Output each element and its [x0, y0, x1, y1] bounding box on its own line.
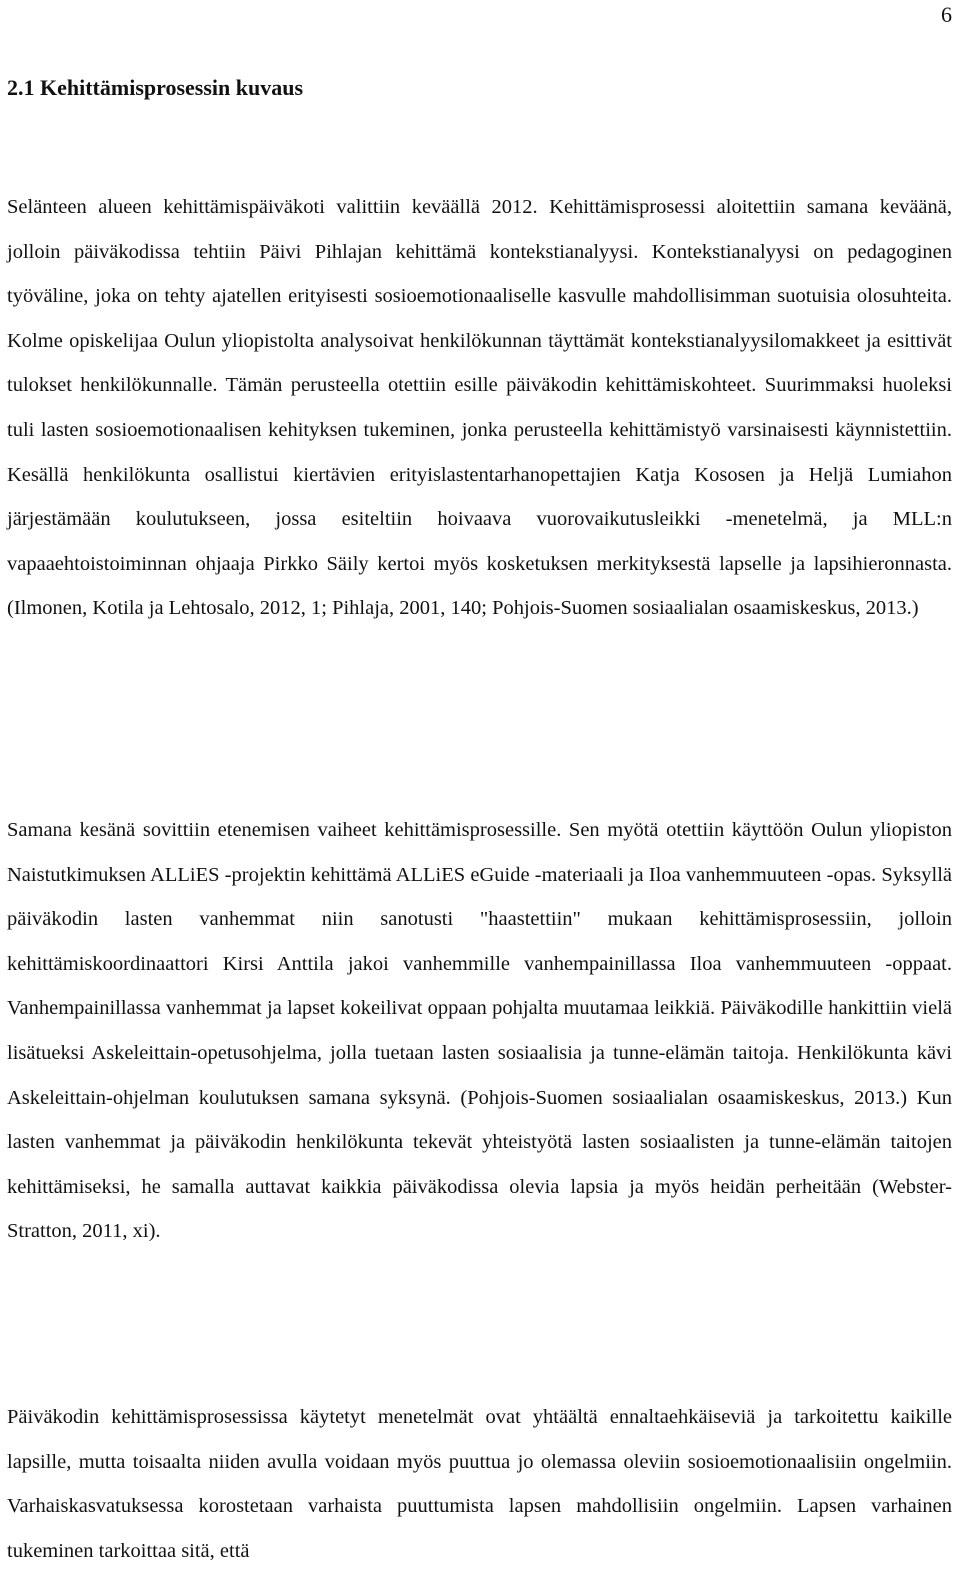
paragraph-text: Samana kesänä sovittiin etenemisen vaiheet kehittämisprosessille. Sen myötä otettiin käyttöön Oulun yliopiston Naistutkimuksen ALLiES -projektin kehittämä ALLiES eGuide -materiaali ja Iloa vanhemmuuteen -opas. Syksyllä päiväkodin lasten vanhemmat niin sanotusti "haastettiin" mukaan kehittämisprosessiin, jolloin kehittämiskoordinaattori Kirsi Anttila jakoi vanhemmille vanhempainillassa Iloa vanhemmuuteen -oppaat. Vanhempainillassa vanhemmat ja lapset kokeilivat oppaan pohjalta muutamaa leikkiä. Päiväkodille hankittiin vielä lisätueksi Askeleittain-opetusohjelma, jolla tuetaan lasten sosiaalisia ja tunne-elämän taitoja. Henkilökunta kävi Askeleittain-ohjelman koulutuksen samana syksynä. (Pohjois-Suomen sosiaalialan osaamiskeskus, 2013.) Kun lasten vanhemmat ja päiväkodin henkilökunta tekevät yhteistyötä lasten sosiaalisten ja tunne-elämän taitojen kehittämiseksi, he samalla auttavat kaikkia päiväkodissa olevia lapsia ja myös heidän perheitään (Webster-Stratton, 2011, xi).	[7, 819, 952, 1243]
paragraph-text: Selänteen alueen kehittämispäiväkoti valittiin keväällä 2012. Kehittämisprosessi aloitettiin samana keväänä, jolloin päiväkodissa tehtiin Päivi Pihlajan kehittämä kontekstianalyysi. Kontekstianalyysi on pedagoginen työväline, joka on tehty ajatellen erityisesti sosioemotionaaliselle kasvulle mahdollisimman suotuisia olosuhteita. Kolme opiskelijaa Oulun yliopistolta analysoivat henkilökunnan täyttämät kontekstianalyysilomakkeet ja esittivät tulokset henkilökunnalle. Tämän perusteella otettiin esille päiväkodin kehittämiskohteet. Suurimmaksi huoleksi tuli lasten sosioemotionaalisen kehityksen tukeminen, jonka perusteella kehittämistyö varsinaisesti käynnistettiin. Kesällä henkilökunta osallistui kiertävien erityislastentarhanopettajien Katja Kososen ja Heljä Lumiahon järjestämään koulutukseen, jossa esiteltiin hoivaava vuorovaikutusleikki -menetelmä, ja MLL:n vapaaehtoistoiminnan ohjaaja Pirkko Säily kertoi myös kosketuksen merkityksestä lapselle ja lapsihieronnasta. (Ilmonen, Kotila ja Lehtosalo, 2012, 1; Pihlaja, 2001, 140; Pohjois-Suomen sosiaalialan osaamiskeskus, 2013.)	[7, 196, 952, 620]
page-number: 6	[941, 2, 952, 27]
section-heading: 2.1 Kehittämisprosessin kuvaus	[7, 75, 304, 100]
body-paragraph-2	[7, 808, 952, 1254]
body-paragraph-3	[7, 1395, 952, 1573]
paragraph-text: Päiväkodin kehittämisprosessissa käytetyt menetelmät ovat yhtäältä ennaltaehkäiseviä ja tarkoitettu kaikille lapsille, mutta toisaalta niiden avulla voidaan myös puuttua jo olemassa oleviin sosioemotionaalisiin ongelmiin. Varhaiskasvatuksessa korostetaan varhaista puuttumista lapsen mahdollisiin ongelmiin. Lapsen varhainen tukeminen tarkoittaa sitä, että	[7, 1406, 952, 1562]
body-paragraph-1	[7, 185, 952, 631]
